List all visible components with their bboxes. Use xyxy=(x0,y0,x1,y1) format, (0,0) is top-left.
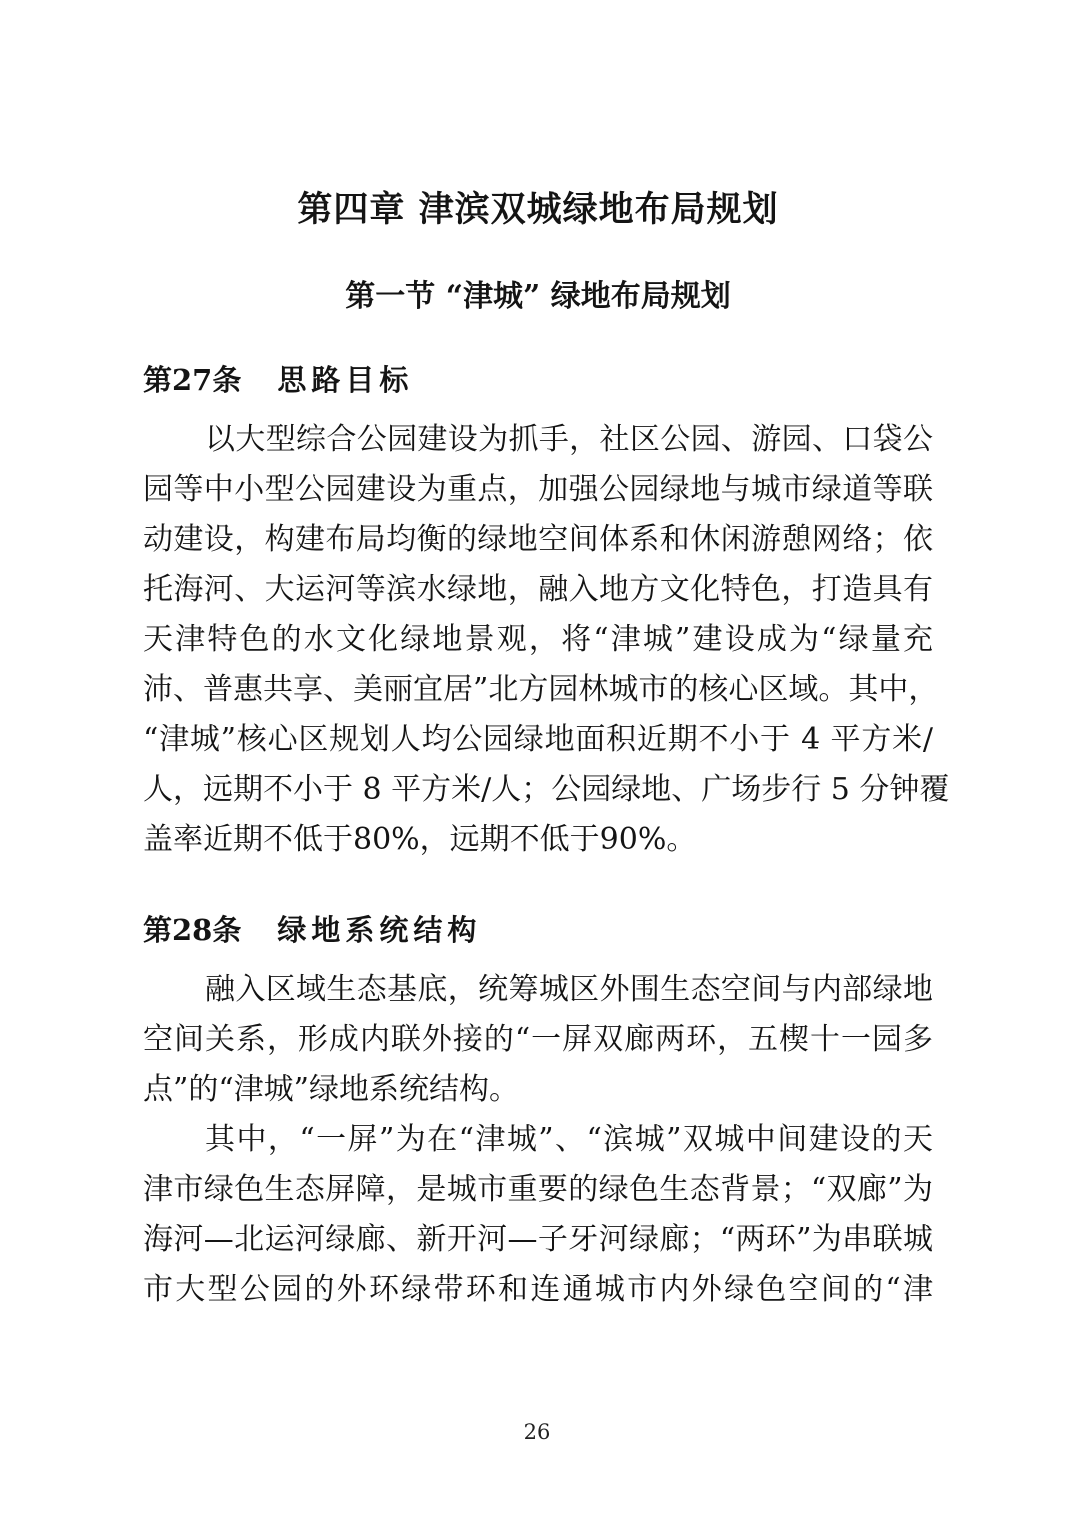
article-28-paragraph-2 xyxy=(143,1115,933,1315)
section-title: 第一节 “津城” 绿地布局规划 xyxy=(345,279,731,315)
article-27-paragraph-1 xyxy=(143,415,950,865)
text-line: 融入区域生态基底，统筹城区外围生态空间与内部绿地 xyxy=(205,972,933,1008)
text-line: 盖率近期不低于80%，远期不低于90%。 xyxy=(143,822,697,857)
text-line: 动建设，构建布局均衡的绿地空间体系和休闲游憩网络；依 xyxy=(143,522,933,557)
article-28-title: 绿地系统结构 xyxy=(277,913,482,947)
text-line: 市大型公园的外环绿带环和连通城市内外绿色空间的“津 xyxy=(143,1272,933,1308)
text-line: 津市绿色生态屏障，是城市重要的绿色生态背景；“双廊”为 xyxy=(143,1172,933,1208)
article-28-paragraph-1 xyxy=(143,965,933,1115)
text-line: 托海河、大运河等滨水绿地，融入地方文化特色，打造具有 xyxy=(143,572,933,607)
text-line: 点”的“津城”绿地系统结构。 xyxy=(143,1072,520,1108)
article-27-title: 思路目标 xyxy=(277,362,414,397)
article-27-heading xyxy=(143,362,933,398)
article-28-number: 第28条 xyxy=(143,913,242,947)
text-line: 海河—北运河绿廊、新开河—子牙河绿廊；“两环”为串联城 xyxy=(143,1222,933,1258)
text-line: 以大型综合公园建设为抓手，社区公园、游园、口袋公 xyxy=(205,422,933,457)
article-27-number: 第27条 xyxy=(143,362,242,397)
page-content xyxy=(143,0,950,1315)
article-28-heading xyxy=(143,912,933,948)
text-line: 天津特色的水文化绿地景观，将“津城”建设成为“绿量充 xyxy=(143,622,933,657)
text-line: 人，远期不小于 8 平方米/人；公园绿地、广场步行 5 分钟覆 xyxy=(143,772,950,807)
chapter-title: 第四章 津滨双城绿地布局规划 xyxy=(297,189,779,230)
text-line: 园等中小型公园建设为重点，加强公园绿地与城市绿道等联 xyxy=(143,472,933,507)
text-line: 其中，“一屏”为在“津城”、“滨城”双城中间建设的天 xyxy=(205,1122,933,1158)
page-number: 26 xyxy=(523,1420,551,1444)
text-line: “津城”核心区规划人均公园绿地面积近期不小于 4 平方米/ xyxy=(143,722,933,757)
text-line: 空间关系，形成内联外接的“一屏双廊两环，五楔十一园多 xyxy=(143,1022,933,1058)
text-line: 沛、普惠共享、美丽宜居”北方园林城市的核心区域。其中， xyxy=(143,672,939,707)
